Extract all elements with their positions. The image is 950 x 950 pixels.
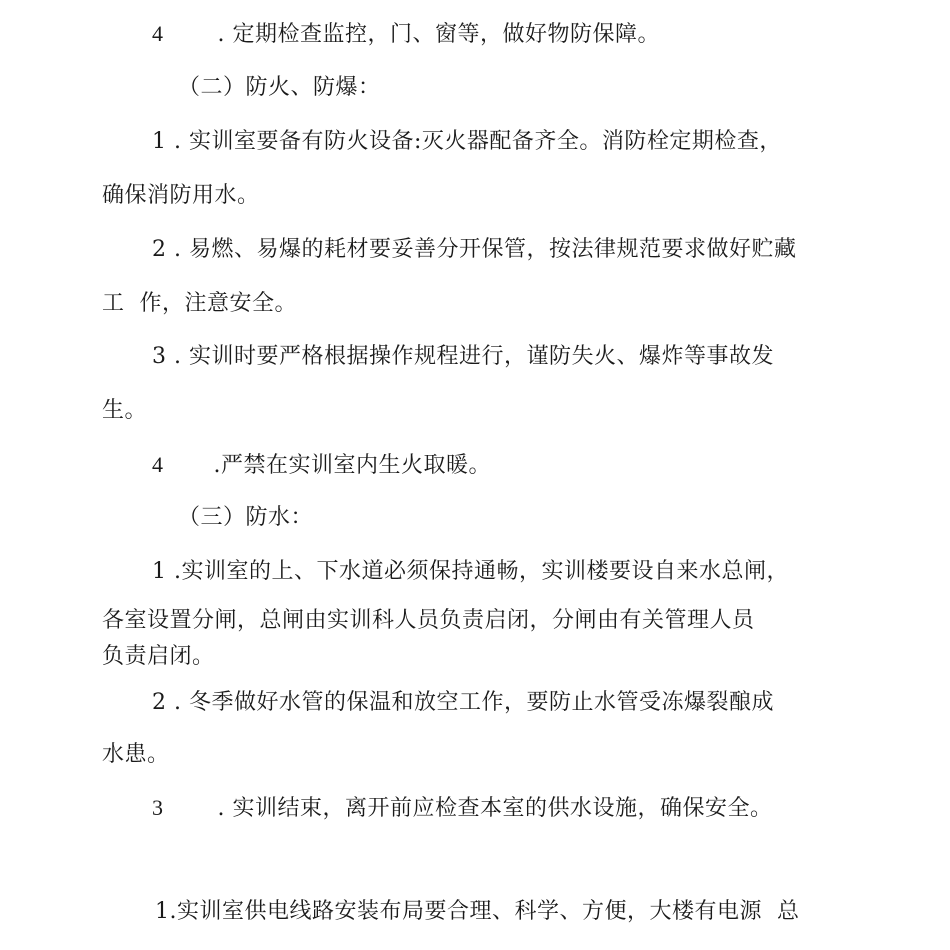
paragraph-line <box>102 182 260 210</box>
line-text: 1 . 实训室要备有防火设备:灭火器配备齐全。消防栓定期检查， <box>152 129 782 154</box>
line-text: 生。 <box>102 398 148 423</box>
line-text: 3 . 实训时要严格根据操作规程进行，谨防失火、爆炸等事故发 <box>152 344 774 369</box>
item-number: 3 <box>152 795 164 820</box>
paragraph-line <box>102 290 297 318</box>
line-text: 工 作，注意安全。 <box>102 291 297 316</box>
paragraph-line <box>152 689 774 717</box>
line-text: 负责启闭。 <box>102 644 215 669</box>
paragraph-line <box>152 558 789 586</box>
line-text: （二）防火、防爆： <box>178 75 381 100</box>
line-text: 2 . 冬季做好水管的保温和放空工作，要防止水管受冻爆裂酿成 <box>152 690 774 715</box>
paragraph-line <box>152 451 491 479</box>
paragraph-line <box>102 643 215 671</box>
paragraph-line <box>152 343 774 371</box>
line-text: 水患。 <box>102 742 170 767</box>
line-text: 1 .实训室的上、下水道必须保持通畅，实训楼要设自来水总闸， <box>152 559 789 584</box>
section-heading <box>178 74 381 102</box>
paragraph-line <box>152 794 773 822</box>
paragraph-line <box>102 741 170 769</box>
item-number: 4 <box>152 452 164 477</box>
paragraph-line <box>102 607 755 635</box>
paragraph-line <box>155 898 799 926</box>
line-text: .严禁在实训室内生火取暖。 <box>213 453 491 478</box>
paragraph-line <box>152 20 660 48</box>
line-text: （三）防水： <box>178 505 314 530</box>
line-text: 2 . 易燃、易爆的耗材要妥善分开保管，按法律规范要求做好贮藏 <box>152 237 797 262</box>
section-heading <box>178 504 313 532</box>
line-text: 1.实训室供电线路安装布局要合理、科学、方便，大楼有电源 总 <box>155 899 800 924</box>
paragraph-line <box>152 236 796 264</box>
line-text: . 实训结束，离开前应检查本室的供水设施，确保安全。 <box>217 796 773 821</box>
item-number: 4 <box>152 21 164 46</box>
paragraph-line <box>102 397 147 425</box>
line-text: 各室设置分闸，总闸由实训科人员负责启闭，分闸由有关管理人员 <box>102 608 755 633</box>
paragraph-line <box>152 128 782 156</box>
line-text: . 定期检查监控，门、窗等，做好物防保障。 <box>217 22 660 47</box>
line-text: 确保消防用水。 <box>102 183 260 208</box>
